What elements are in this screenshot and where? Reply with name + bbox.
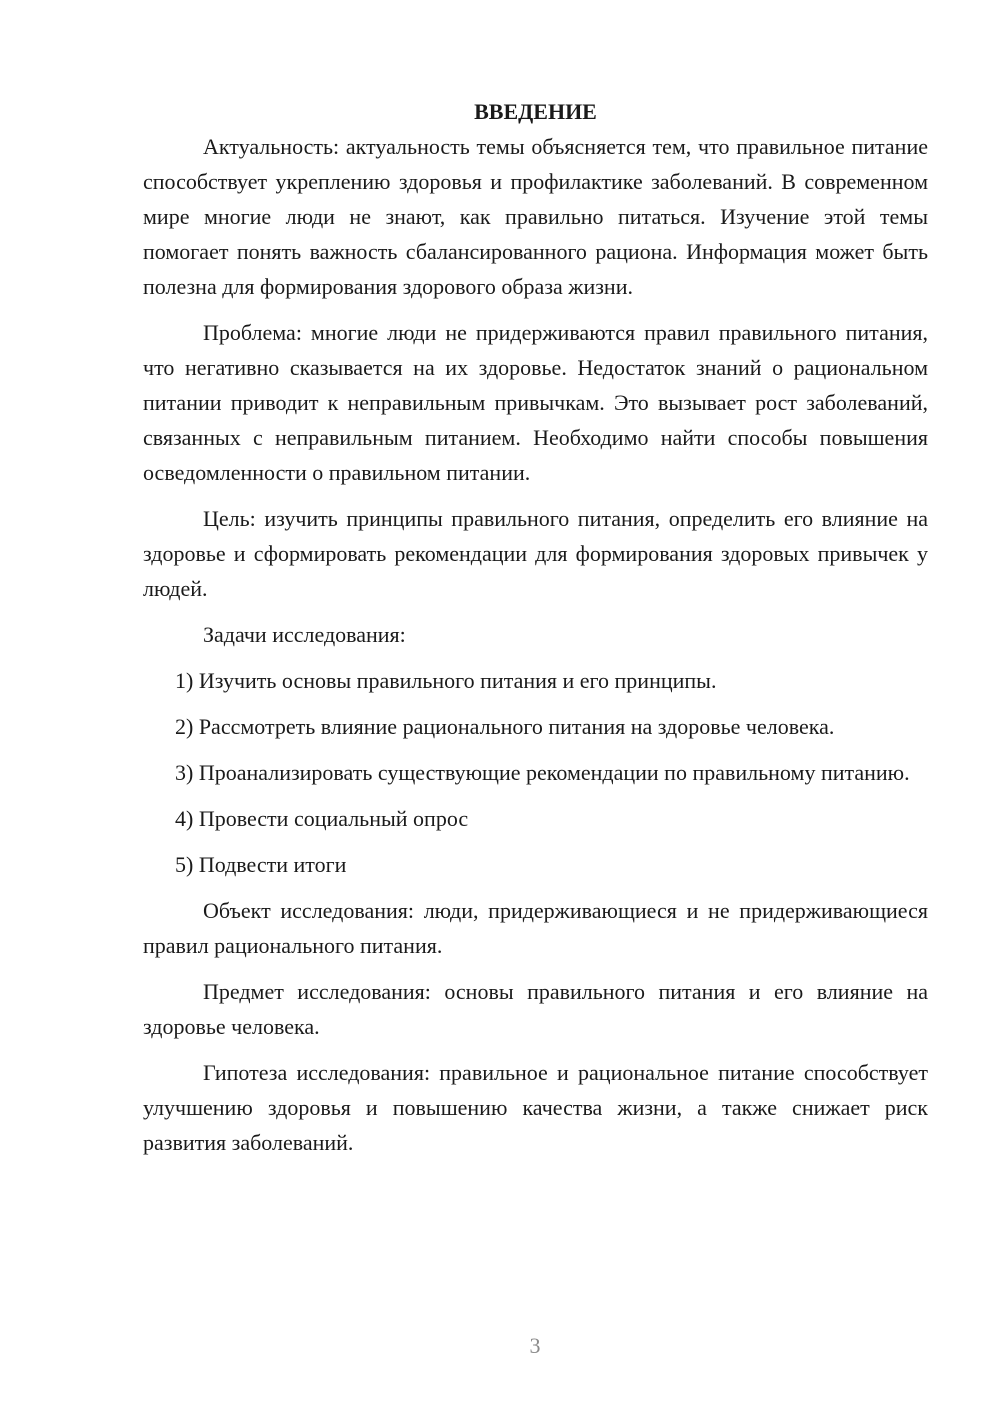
list-item: 4) Провести социальный опрос <box>175 806 469 831</box>
tasks-list <box>143 663 928 882</box>
list-item: 3) Проанализировать существующие рекомендации по правильному питанию. <box>175 760 910 785</box>
goal-paragraph: Цель: изучить принципы правильного питания, определить его влияние на здоровье и сформировать рекомендации для формирования здоровых привычек у людей. <box>143 506 928 601</box>
list-item: 2) Рассмотреть влияние рационального питания на здоровье человека. <box>175 714 835 739</box>
problem-paragraph: Проблема: многие люди не придерживаются правил правильного питания, что негативно сказывается на их здоровье. Недостаток знаний о рациональном питании приводит к неправильным привычкам. Это вызывает рост заболеваний, связанных с неправильным питанием. Необходимо найти способы повышения осведомленности о правильном питании. <box>143 320 928 485</box>
page-number: 3 <box>529 1333 541 1358</box>
hypothesis-paragraph: Гипотеза исследования: правильное и рациональное питание способствует улучшению здоровья и повышению качества жизни, а также снижает риск развития заболеваний. <box>143 1060 928 1155</box>
list-item: 1) Изучить основы правильного питания и его принципы. <box>175 668 717 693</box>
tasks-heading: Задачи исследования: <box>203 622 406 647</box>
subject-paragraph: Предмет исследования: основы правильного питания и его влияние на здоровье человека. <box>143 979 928 1039</box>
relevance-paragraph: Актуальность: актуальность темы объясняется тем, что правильное питание способствует укреплению здоровья и профилактике заболеваний. В современном мире многие люди не знают, как правильно питаться. Изучение этой темы помогает понять важность сбалансированного рациона. Информация может быть полезна для формирования здорового образа жизни. <box>143 134 928 299</box>
list-item: 5) Подвести итоги <box>175 852 347 877</box>
document-page <box>143 94 928 1171</box>
object-paragraph: Объект исследования: люди, придерживающиеся и не придерживающиеся правил рационального питания. <box>143 898 928 958</box>
page-title: ВВЕДЕНИЕ <box>474 99 597 124</box>
